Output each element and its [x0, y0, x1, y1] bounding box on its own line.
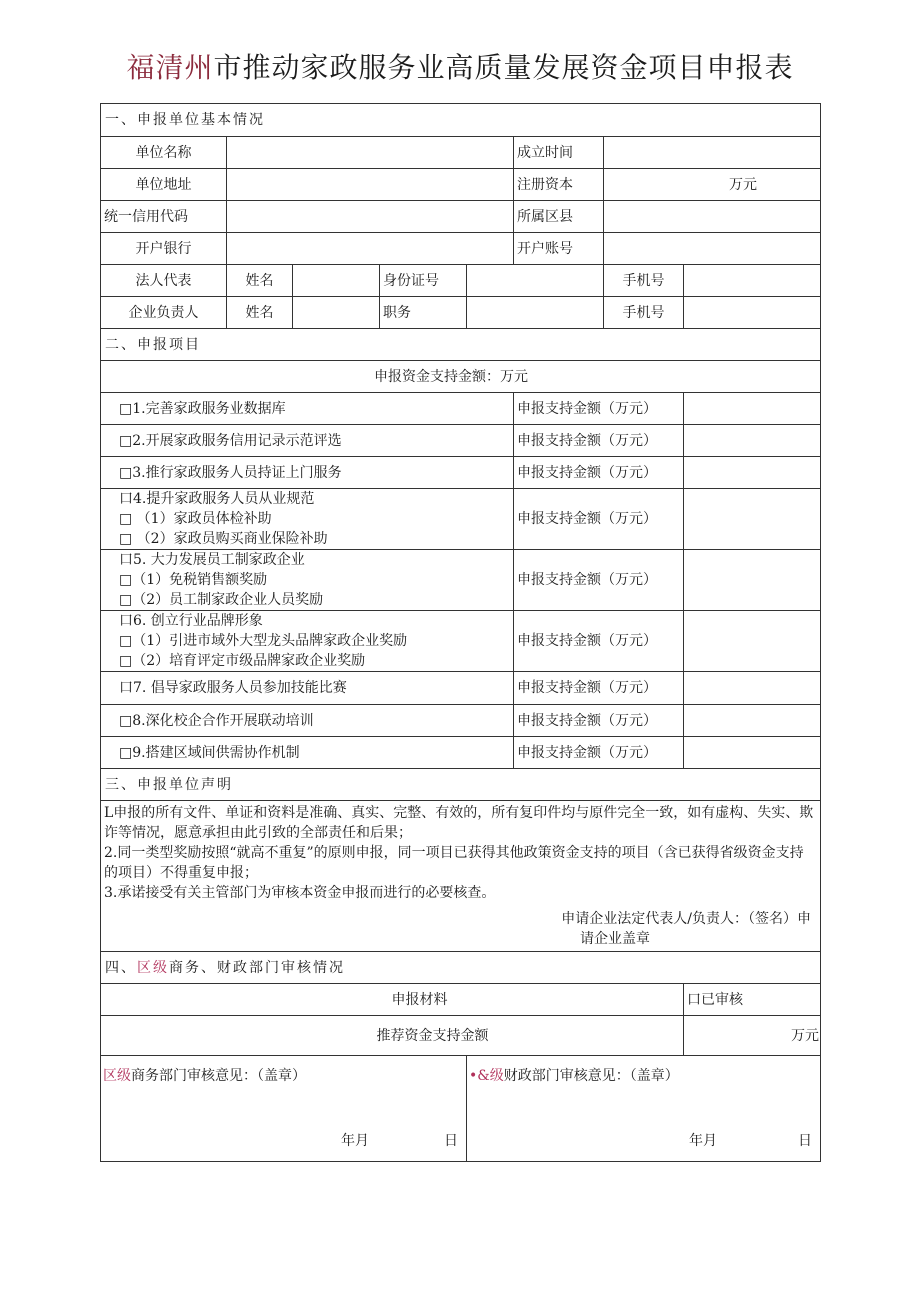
project-row [101, 550, 821, 611]
manager-phone-label: 手机号 [604, 297, 684, 329]
credit-code-field[interactable] [227, 201, 514, 233]
amount-field[interactable] [684, 550, 821, 611]
section4-heading-pre: 四、 [105, 959, 137, 976]
recommend-label: 推荐资金支持金额 [101, 1016, 684, 1056]
project-row [101, 737, 821, 769]
finance-date-ym: 年月 [689, 1133, 717, 1149]
unit-name-label: 单位名称 [101, 137, 227, 169]
finance-level: •&级 [469, 1068, 504, 1084]
manager-label: 企业负责人 [101, 297, 227, 329]
amount-field[interactable] [684, 457, 821, 489]
capital-unit: 万元 [729, 176, 757, 193]
finance-date-d: 日 [798, 1133, 812, 1149]
manager-phone-field[interactable] [684, 297, 821, 329]
section4-heading-level: 区级 [137, 959, 169, 976]
commerce-review-label [103, 1066, 458, 1086]
capital-label: 注册资本 [514, 169, 604, 201]
project-cell[interactable] [101, 737, 514, 769]
project-cell[interactable] [101, 705, 514, 737]
amount-label: 申报支持金额（万元） [514, 550, 684, 611]
project-row [101, 393, 821, 425]
manager-name-label: 姓名 [227, 297, 293, 329]
project-line: 口5. 大力发展员工制家政企业 [119, 552, 305, 568]
project-row [101, 672, 821, 705]
commerce-date-ym: 年月 [341, 1133, 369, 1149]
address-label: 单位地址 [101, 169, 227, 201]
amount-field[interactable] [684, 672, 821, 705]
amount-label: 申报支持金额（万元） [514, 705, 684, 737]
project-cell[interactable] [101, 457, 514, 489]
amount-field[interactable] [684, 425, 821, 457]
reviewed-checkbox[interactable]: 口已审核 [684, 984, 821, 1016]
position-field[interactable] [467, 297, 604, 329]
amount-label: 申报支持金额（万元） [514, 393, 684, 425]
recommend-unit: 万元 [791, 1027, 819, 1044]
account-label: 开户账号 [514, 233, 604, 265]
recommend-field[interactable] [684, 1016, 821, 1056]
account-field[interactable] [604, 233, 821, 265]
project-line: 口6. 创立行业品牌形象 [119, 613, 263, 629]
finance-review-cell[interactable] [467, 1056, 821, 1162]
legal-rep-name-field[interactable] [293, 265, 380, 297]
commerce-level: 区级 [103, 1068, 131, 1084]
project-line: □（2）员工制家政企业人员奖励 [119, 592, 324, 608]
declaration-item-1: L申报的所有文件、单证和资料是准确、真实、完整、有效的，所有复印件均与原件完全一致，如有虚构、失实、欺诈等情况，愿意承担由此引致的全部责任和后果； [104, 805, 814, 841]
established-field[interactable] [604, 137, 821, 169]
project-line: □1.完善家政服务业数据库 [119, 400, 286, 417]
project-row [101, 611, 821, 672]
page-title [0, 46, 920, 86]
id-no-label: 身份证号 [380, 265, 467, 297]
amount-label: 申报支持金额（万元） [514, 672, 684, 705]
commerce-review-cell[interactable] [101, 1056, 467, 1162]
manager-name-field[interactable] [293, 297, 380, 329]
project-cell[interactable] [101, 672, 514, 705]
project-cell[interactable] [101, 489, 514, 550]
legal-rep-phone-label: 手机号 [604, 265, 684, 297]
project-row [101, 425, 821, 457]
project-line: □3.推行家政服务人员持证上门服务 [119, 464, 342, 481]
finance-review-label [469, 1066, 812, 1086]
section2-heading: 二、申报项目 [101, 329, 821, 361]
project-line: □（2）培育评定市级品牌家政企业奖励 [119, 653, 366, 669]
project-line: □8.深化校企合作开展联动培训 [119, 712, 314, 729]
district-field[interactable] [604, 201, 821, 233]
title-text: 市推动家政服务业高质量发展资金项目申报表 [213, 51, 794, 84]
section4-heading-post: 商务、财政部门审核情况 [169, 959, 345, 976]
section1-heading: 一、申报单位基本情况 [101, 104, 821, 137]
bank-field[interactable] [227, 233, 514, 265]
declaration-item-3: 3.承诺接受有关主管部门为审核本资金申报而进行的必要核查。 [104, 885, 496, 901]
title-city: 福清州 [126, 51, 214, 84]
project-line: □9.搭建区域间供需协作机制 [119, 744, 300, 761]
unit-name-field[interactable] [227, 137, 514, 169]
project-cell[interactable] [101, 393, 514, 425]
project-cell[interactable] [101, 611, 514, 672]
position-label: 职务 [380, 297, 467, 329]
project-row [101, 705, 821, 737]
materials-label: 申报材料 [101, 984, 684, 1016]
amount-field[interactable] [684, 611, 821, 672]
legal-rep-name-label: 姓名 [227, 265, 293, 297]
section4-heading [101, 952, 821, 984]
amount-label: 申报支持金额（万元） [514, 425, 684, 457]
finance-review-text: 财政部门审核意见：（盖章） [503, 1068, 679, 1084]
project-row [101, 457, 821, 489]
project-cell[interactable] [101, 425, 514, 457]
project-line: □（1）免税销售额奖励 [119, 572, 268, 588]
address-field[interactable] [227, 169, 514, 201]
amount-field[interactable] [684, 705, 821, 737]
project-line: □（1）引进市域外大型龙头品牌家政企业奖励 [119, 633, 408, 649]
id-no-field[interactable] [467, 265, 604, 297]
legal-rep-phone-field[interactable] [684, 265, 821, 297]
signature-line-2: 请企业盖章 [580, 931, 650, 947]
legal-rep-label: 法人代表 [101, 265, 227, 297]
project-line: □ （2）家政员购买商业保险补助 [119, 531, 328, 547]
total-amount-row[interactable] [101, 361, 821, 393]
total-amount-label: 申报资金支持金额：万元 [374, 368, 528, 385]
amount-label: 申报支持金额（万元） [514, 737, 684, 769]
application-form [100, 103, 821, 1162]
project-line: 口7. 倡导家政服务人员参加技能比赛 [119, 680, 347, 696]
amount-label: 申报支持金额（万元） [514, 457, 684, 489]
capital-field[interactable] [604, 169, 821, 201]
project-line: □ （1）家政员体检补助 [119, 511, 272, 527]
project-line: 口4.提升家政服务人员从业规范 [119, 491, 315, 507]
credit-code-label: 统一信用代码 [101, 201, 227, 233]
amount-field[interactable] [684, 737, 821, 769]
bank-label: 开户银行 [101, 233, 227, 265]
commerce-review-text: 商务部门审核意见：（盖章） [131, 1068, 306, 1084]
established-label: 成立时间 [514, 137, 604, 169]
amount-field[interactable] [684, 489, 821, 550]
district-label: 所属区县 [514, 201, 604, 233]
signature-line-1: 申请企业法定代表人/负责人：（签名）申 [561, 911, 811, 927]
amount-label: 申报支持金额（万元） [514, 489, 684, 550]
amount-label: 申报支持金额（万元） [514, 611, 684, 672]
section3-heading: 三、申报单位声明 [101, 769, 821, 801]
declaration-item-2: 2.同一类型奖励按照“就高不重复”的原则申报，同一项目已获得其他政策资金支持的项目（含已获得省级资金支持的项目）不得重复申报； [104, 845, 804, 881]
project-line: □2.开展家政服务信用记录示范评选 [119, 432, 342, 449]
project-row [101, 489, 821, 550]
amount-field[interactable] [684, 393, 821, 425]
project-cell[interactable] [101, 550, 514, 611]
commerce-date-d: 日 [444, 1133, 458, 1149]
declaration [101, 801, 821, 952]
